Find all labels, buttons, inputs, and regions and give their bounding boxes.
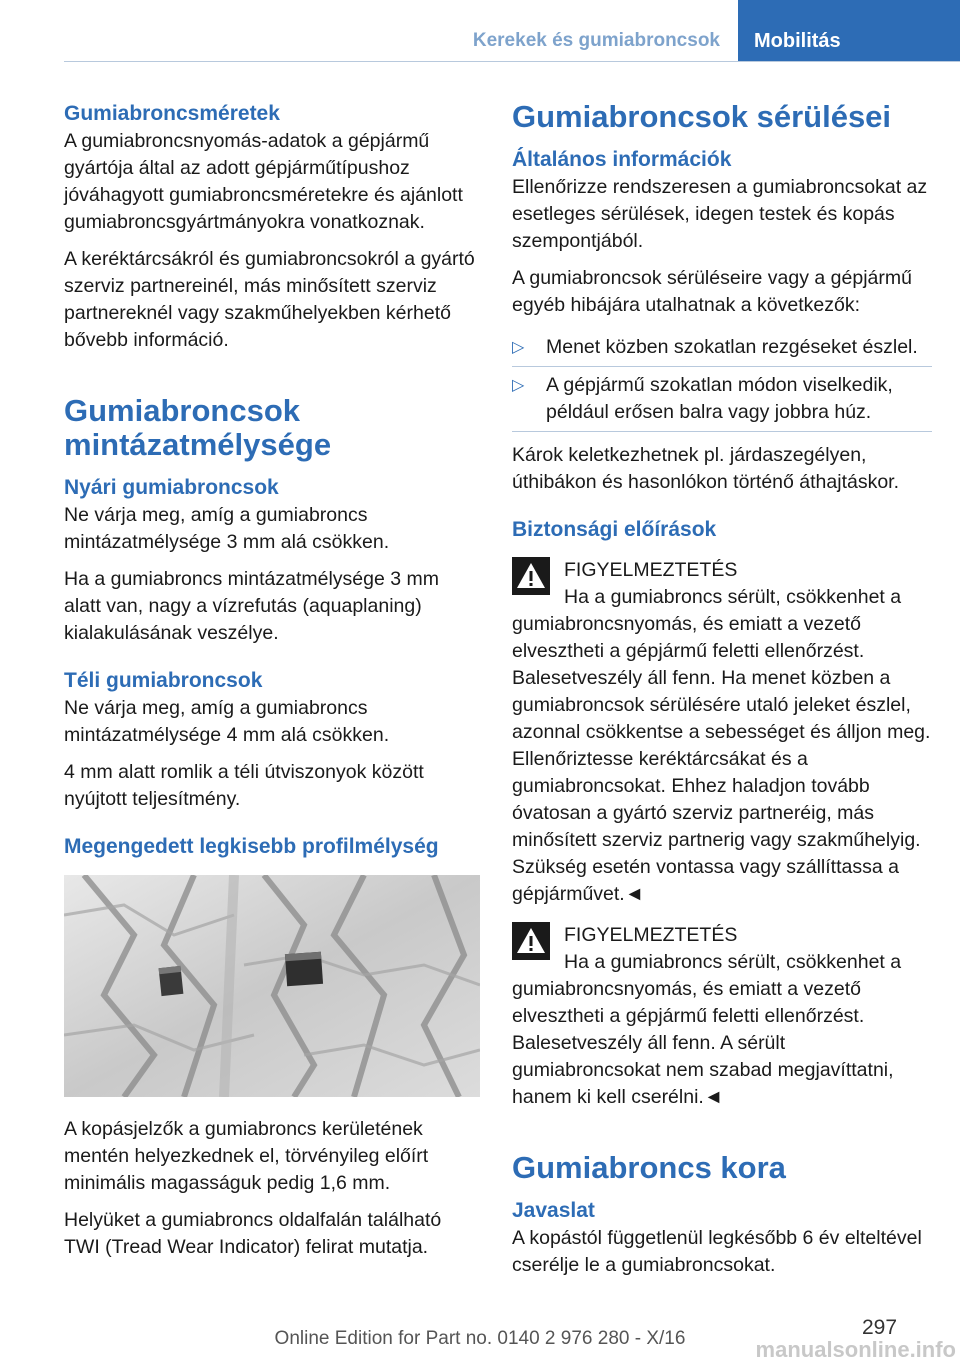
paragraph: Ellenőrizze rendszeresen a gumiabroncsokat az esetleges sérülések, idegen testek és kopás szempontjából.	[512, 176, 928, 252]
paragraph: A kopástól függetlenül legkésőbb 6 év elteltével cserélje le a gumiabroncsokat.	[512, 1227, 922, 1276]
heading-summer-tyres: Nyári gumiabroncsok	[64, 476, 279, 499]
heading-winter-tyres: Téli gumiabroncsok	[64, 669, 263, 692]
warning-triangle-icon	[512, 557, 550, 595]
left-column	[64, 100, 480, 1271]
heading-tyre-sizes: Gumiabroncsméretek	[64, 102, 280, 125]
right-column	[512, 100, 932, 1289]
header-separator	[64, 61, 960, 62]
heading-safety: Biztonsági előírások	[512, 518, 717, 541]
heading-tread-depth: Gumiabroncsok mintázatmélysége	[64, 393, 332, 462]
warning-title: FIGYELMEZTETÉS	[564, 559, 738, 581]
paragraph: Helyüket a gumiabroncs oldalfalán található TWI (Tread Wear Indicator) felirat mutatja.	[64, 1209, 442, 1258]
paragraph: Ne várja meg, amíg a gumiabroncs mintázatmélysége 4 mm alá csökken.	[64, 697, 390, 746]
paragraph: 4 mm alatt romlik a téli útviszonyok között nyújtott teljesítmény.	[64, 761, 424, 810]
warning-text: Ha a gumiabroncs sérült, csökkenhet a gumiabroncsnyomás, és emiatt a vezető elvesztheti a gépjármű feletti ellenőrzést. Balesetveszély áll fenn. A sérült gumiabroncsokat nem szabad megjavíttatni, hanem ki kell cserélni.◄	[512, 951, 902, 1108]
symptom-list	[512, 329, 932, 432]
list-item-text: A gépjármű szokatlan módon viselkedik, például erősen balra vagy jobbra húz.	[546, 374, 893, 423]
header-chapter-tab: Mobilitás	[738, 0, 960, 61]
paragraph: A keréktárcsákról és gumiabroncsokról a gyártó szerviz partnereinél, más minősített szerviz partnereknél vagy szakműhelyekben kérhető bővebb információ.	[64, 248, 475, 351]
warning-title: FIGYELMEZTETÉS	[564, 924, 738, 946]
heading-recommendation: Javaslat	[512, 1199, 595, 1222]
page-number: 297	[862, 1316, 898, 1339]
heading-general-info: Általános információk	[512, 148, 732, 171]
triangle-bullet-icon: ▷	[512, 339, 525, 356]
paragraph: Ne várja meg, amíg a gumiabroncs mintázatmélysége 3 mm alá csökken.	[64, 504, 390, 553]
warning-triangle-icon	[512, 922, 550, 960]
list-item-text: Menet közben szokatlan rezgéseket észlel.	[546, 336, 918, 358]
paragraph: Károk keletkezhetnek pl. járdaszegélyen, úthibákon és hasonlókon történő áthajtáskor.	[512, 444, 900, 493]
header-section-title: Kerekek és gumiabroncsok	[472, 30, 720, 51]
list-item	[512, 329, 932, 367]
paragraph: A kopásjelzők a gumiabroncs kerületének mentén helyezkednek el, törvényileg előírt minimális magasságuk pedig 1,6 mm.	[64, 1118, 429, 1194]
heading-tyre-age: Gumiabroncs kora	[512, 1150, 786, 1185]
triangle-bullet-icon: ▷	[512, 377, 525, 394]
warning-text: Ha a gumiabroncs sérült, csökkenhet a gumiabroncsnyomás, és emiatt a vezető elvesztheti a gépjármű feletti ellenőrzést. Balesetveszély áll fenn. Ha menet közben a gumiabroncsok sérülésére utaló jeleket észlel, azonnal csökkentse a sebességet és álljon meg. Ellenőriztesse keréktárcsákat és a gumiabroncsokat. Ehhez haladjon tovább óvatosan a gyártó szerviz partneréig, más minősített szerviz partnerig vagy szakműhelyig. Szükség esetén vontassa vagy szállíttassa a gépjárművet.◄	[512, 586, 931, 905]
warning-block	[512, 922, 932, 1111]
edition-footer: Online Edition for Part no. 0140 2 976 280 - X/16	[274, 1328, 686, 1349]
heading-minimum-tread: Megengedett legkisebb profilmélység	[64, 835, 439, 858]
paragraph: Ha a gumiabroncs mintázatmélysége 3 mm alatt van, nagy a vízrefutás (aquaplaning) kialakulásának veszélye.	[64, 568, 439, 644]
tread-wear-indicator-photo	[64, 875, 480, 1097]
warning-block	[512, 557, 932, 908]
paragraph: A gumiabroncsok sérüléseire vagy a gépjármű egyéb hibájára utalhatnak a következők:	[512, 267, 912, 316]
heading-tyre-damage: Gumiabroncsok sérülései	[512, 99, 892, 134]
paragraph: A gumiabroncsnyomás-adatok a gépjármű gyártója által az adott gépjárműtípushoz jóváhagyott gumiabroncsméretekre és ajánlott gumiabroncsgyártmányokra vonatkoznak.	[64, 130, 463, 233]
watermark: manualsonline.info	[755, 1337, 956, 1362]
list-item	[512, 367, 932, 432]
